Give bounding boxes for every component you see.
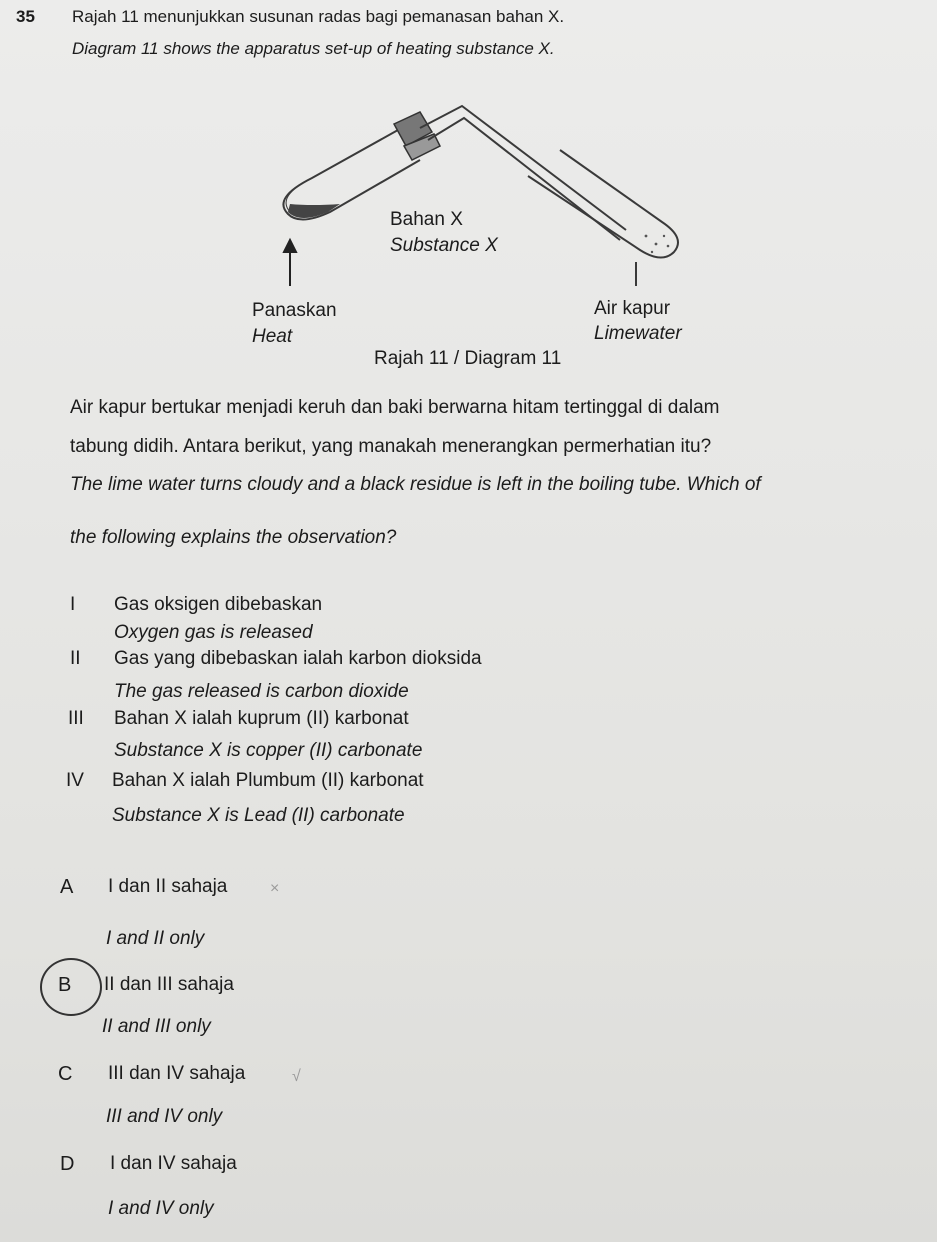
pencil-check-mark: √	[292, 1068, 301, 1085]
statement-1-num: I	[70, 594, 76, 615]
stem-ms-line2: tabung didih. Antara berikut, yang manakah menerangkan permerhatian itu?	[70, 436, 712, 457]
option-a-en: I and II only	[106, 928, 205, 949]
option-b-letter: B	[58, 974, 72, 996]
statement-2-num: II	[70, 648, 81, 669]
statement-3-en: Substance X is copper (II) carbonate	[114, 740, 423, 761]
stem-en-line1: The lime water turns cloudy and a black residue is left in the boiling tube. Which of	[70, 474, 761, 495]
label-substance-ms: Bahan X	[390, 209, 463, 230]
option-d-letter: D	[60, 1153, 75, 1175]
option-a-letter: A	[60, 876, 74, 898]
statement-3-ms: Bahan X ialah kuprum (II) karbonat	[114, 708, 409, 729]
pencil-cross-mark: ×	[270, 880, 280, 897]
statement-1-ms: Gas oksigen dibebaskan	[114, 594, 323, 615]
label-heat-en: Heat	[252, 326, 293, 347]
stem-en-line2: the following explains the observation?	[70, 527, 397, 548]
heat-arrow	[284, 240, 296, 286]
statement-2-ms: Gas yang dibebaskan ialah karbon dioksida	[114, 648, 482, 669]
option-b-ms: II dan III sahaja	[104, 974, 234, 995]
limewater-test-tube	[528, 150, 678, 286]
apparatus-diagram	[0, 0, 937, 400]
statement-2-en: The gas released is carbon dioxide	[114, 681, 409, 702]
option-c-letter: C	[58, 1063, 73, 1085]
option-b-en: II and III only	[102, 1016, 211, 1037]
option-d-ms: I dan IV sahaja	[110, 1153, 237, 1174]
label-heat-ms: Panaskan	[252, 300, 337, 321]
option-c-ms: III dan IV sahaja	[108, 1063, 246, 1084]
limewater-bubbles	[645, 235, 670, 254]
statement-4-num: IV	[66, 770, 84, 791]
statement-4-en: Substance X is Lead (II) carbonate	[112, 805, 405, 826]
label-limewater-ms: Air kapur	[594, 298, 671, 319]
question-title-en: Diagram 11 shows the apparatus set-up of heating substance X.	[72, 39, 555, 58]
stem-ms-line1: Air kapur bertukar menjadi keruh dan baki berwarna hitam tertinggal di dalam	[70, 397, 720, 418]
statement-1-en: Oxygen gas is released	[114, 622, 313, 643]
label-substance-en: Substance X	[390, 235, 498, 256]
diagram-caption: Rajah 11 / Diagram 11	[374, 348, 562, 369]
statement-4-ms: Bahan X ialah Plumbum (II) karbonat	[112, 770, 424, 791]
option-d-en: I and IV only	[108, 1198, 214, 1219]
option-a-ms: I dan II sahaja	[108, 876, 228, 897]
question-number: 35	[16, 7, 35, 26]
label-limewater-en: Limewater	[594, 323, 682, 344]
statement-3-num: III	[68, 708, 84, 729]
question-title-ms: Rajah 11 menunjukkan susunan radas bagi pemanasan bahan X.	[72, 7, 565, 26]
option-c-en: III and IV only	[106, 1106, 223, 1127]
